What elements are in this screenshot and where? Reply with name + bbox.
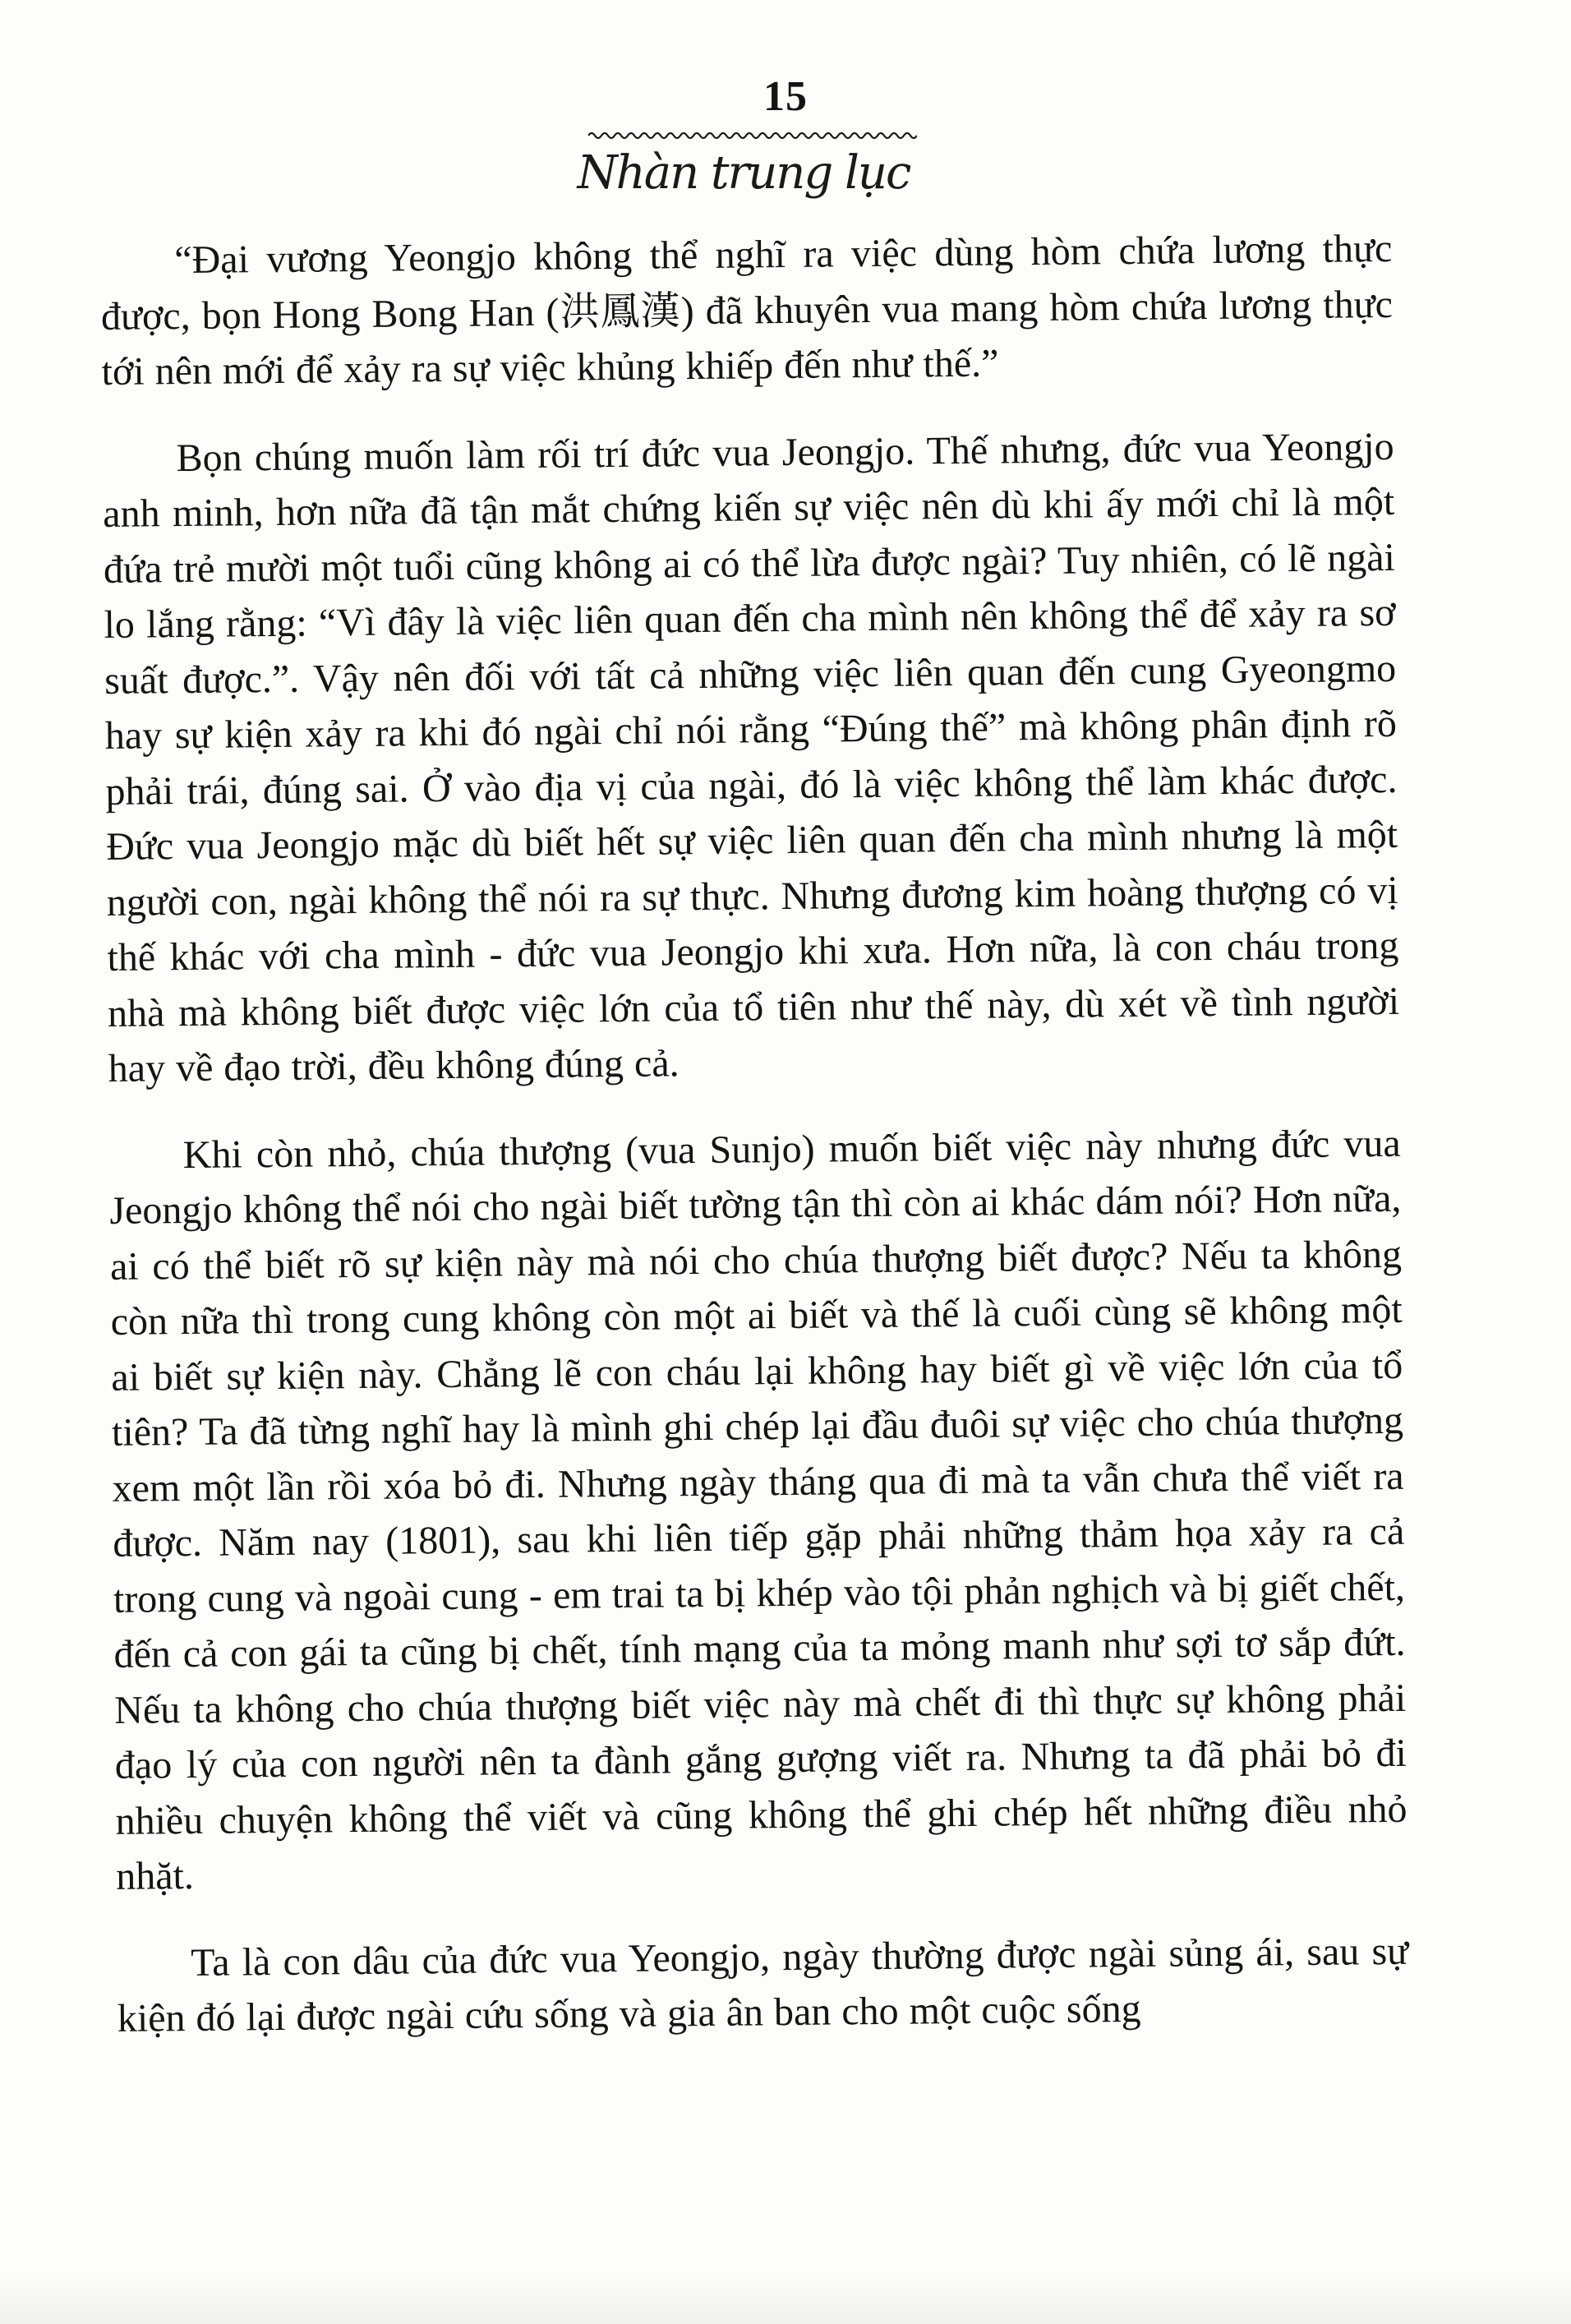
scan-shadow	[0, 2275, 1571, 2324]
page-number: 15	[763, 73, 808, 120]
body-text	[100, 221, 1409, 2077]
paragraph: Ta là con dâu của đức vua Yeongjo, ngày thường được ngài sủng ái, sau sự kiện đó lại được ngài cứu sống và gia ân ban cho một cuộc sống	[117, 1929, 1409, 2040]
wavy-rule-ornament	[588, 130, 917, 141]
paragraph: Bọn chúng muốn làm rối trí đức vua Jeongjo. Thế nhưng, đức vua Yeongjo anh minh, hơn nữa đã tận mắt chứng kiến sự việc nên dù khi ấy mới chỉ là một đứa trẻ mười một tuổi cũng không ai có thể lừa được ngài? Tuy nhiên, có lẽ ngài lo lắng rằng: “Vì đây là việc liên quan đến cha mình nên không thể để xảy ra sơ suất được.”. Vậy nên đối với tất cả những việc liên quan đến cung Gyeongmo hay sự kiện xảy ra khi đó ngài chỉ nói rằng “Đúng thế” mà không phân định rõ phải trái, đúng sai. Ở vào địa vị của ngài, đó là việc không thể làm khác được. Đức vua Jeongjo mặc dù biết hết sự việc liên quan đến cha mình nhưng là một người con, ngài không thể nói ra sự thực. Nhưng đương kim hoàng thượng có vị thế khác với cha mình - đức vua Jeongjo khi xưa. Hơn nữa, là con cháu trong nhà mà không biết được việc lớn của tổ tiên như thế này, dù xét về tình người hay về đạo trời, đều không đúng cả.	[103, 424, 1400, 1091]
paragraph: “Đại vương Yeongjo không thể nghĩ ra việc dùng hòm chứa lương thực được, bọn Hong Bong Han (洪鳳漢) đã khuyên vua mang hòm chứa lương thực tới nên mới để xảy ra sự việc khủng khiếp đến như thế.”	[100, 226, 1394, 394]
paragraph: Khi còn nhỏ, chúa thượng (vua Sunjo) muốn biết việc này nhưng đức vua Jeongjo không thể nói cho ngài biết tường tận thì còn ai khác dám nói? Hơn nữa, ai có thể biết rõ sự kiện này mà nói cho chúa thượng biết được? Nếu ta không còn nữa thì trong cung không còn một ai biết và thế là cuối cùng sẽ không một ai biết sự kiện này. Chẳng lẽ con cháu lại không hay biết gì về việc lớn của tổ tiên? Ta đã từng nghĩ hay là mình ghi chép lại đầu đuôi sự việc cho chúa thượng xem một lần rồi xóa bỏ đi. Nhưng ngày tháng qua đi mà ta vẫn chưa thể viết ra được. Năm nay (1801), sau khi liên tiếp gặp phải những thảm họa xảy ra cả trong cung và ngoài cung - em trai ta bị khép vào tội phản nghịch và bị giết chết, đến cả con gái ta cũng bị chết, tính mạng của ta mỏng manh như sợi tơ sắp đứt. Nếu ta không cho chúa thượng biết việc này mà chết đi thì thực sự không phải đạo lý của con người nên ta đành gắng gượng viết ra. Nhưng ta đã phải bỏ đi nhiều chuyện không thể viết và cũng không thể ghi chép hết những điều nhỏ nhặt.	[109, 1121, 1407, 1898]
running-head: Nhàn trung lục	[577, 146, 910, 200]
